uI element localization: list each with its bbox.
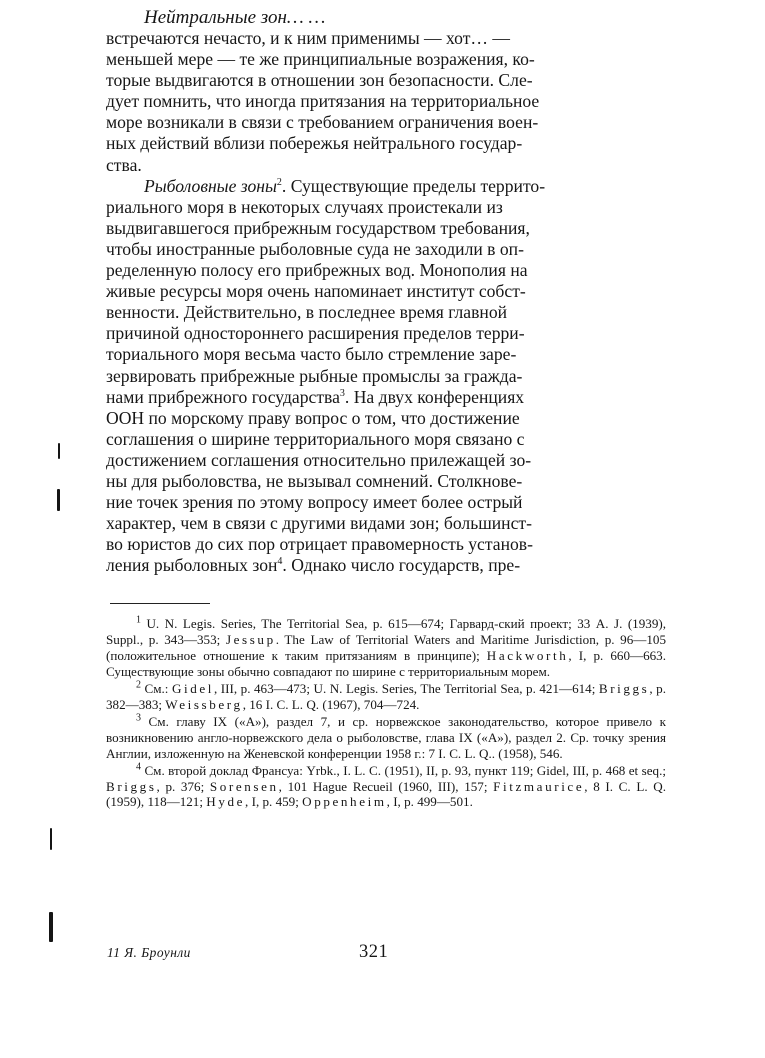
footnote-ref-2: 2 (276, 176, 282, 188)
author-name: Briggs (598, 681, 650, 697)
scan-margin-mark (58, 443, 60, 459)
author-name: Hyde (206, 794, 246, 810)
footnote-divider (110, 603, 210, 604)
text-line (106, 176, 666, 197)
footnote-3 (106, 714, 666, 762)
text-run: ления рыболовных зон (106, 555, 278, 576)
footnote-2 (106, 681, 666, 713)
text-line: ства. (106, 154, 142, 175)
footnote-text: U. N. Legis. Series, The Territorial Sea, p. 615—674; Гарвард-ский проект; 33 A. J. (1939), Suppl., p. 343—353; (106, 616, 666, 648)
text-line (106, 555, 666, 576)
paragraph-neutral-zones (106, 28, 666, 176)
text-line: море возникали в связи с требованием ограничения воен- (106, 112, 539, 133)
text-line: выдвигавшегося прибрежным государством требования, (106, 217, 530, 238)
footnote-mark: 3 (136, 712, 141, 724)
text-line: ние точек зрения по этому вопросу имеет более острый (106, 492, 523, 513)
author-name: Sorensen (209, 778, 279, 794)
text-line: во юристов до сих пор отрицает правомерность установ- (106, 534, 533, 555)
text-line: причиной одностороннего расширения пределов терри- (106, 323, 525, 344)
footnote-1 (106, 616, 666, 680)
footnote-text: , p. 376; (156, 778, 210, 794)
author-name: Fitzmaurice (493, 778, 585, 794)
page-number: 321 (359, 942, 389, 962)
author-name: Jessup (225, 632, 276, 648)
text-line: достижением соглашения относительно прилежащей зо- (106, 449, 532, 470)
text-line: ны для рыболовства, не вызывал сомнений. Столкнове- (106, 470, 523, 491)
text-line: соглашения о ширине территориального моря связано с (106, 428, 525, 449)
text-line: ООН по морскому праву вопрос о том, что достижение (106, 407, 520, 428)
text-line: торые выдвигаются в отношении зон безопасности. Сле- (106, 70, 533, 91)
author-name: Hackworth (486, 648, 569, 664)
text-line: характер, чем в связи с другими видами зон; большинст- (106, 513, 532, 534)
section-lead-fishing-zones: Рыболовные зоны (144, 175, 277, 196)
text-run: . Однако число государств, пре- (282, 555, 521, 576)
book-page (106, 8, 666, 811)
text-run: . На двух конференциях (344, 386, 525, 407)
text-line (106, 387, 666, 408)
text-line: меньшей мере — те же принципиальные возражения, ко- (106, 49, 535, 70)
text-line: риального моря в некоторых случаях проистекали из (106, 196, 503, 217)
footnote-text: , I, p. 459; (245, 794, 303, 810)
footnote-text: См.: (141, 681, 172, 697)
scan-margin-mark (50, 828, 52, 850)
paragraph-fishing-zones (106, 176, 666, 577)
text-line: чтобы иностранные рыболовные суда не заходили в оп- (106, 238, 524, 259)
author-name: Oppenheim (302, 794, 387, 810)
footnote-ref-3: 3 (339, 387, 345, 399)
footnote-text: , I, p. 660—663. Существующие зоны обычно совпадают по ширине с территориальным морем. (106, 648, 666, 680)
text-run: . Существующие пределы террито- (281, 175, 546, 196)
footnote-text: См. главу IX («А»), раздел 7, и ср. норвежское законодательство, которое привело к возникновению англо-норвежского дела о рыболовстве, глава IX («А»), раздел 2. Ср. точку зрения Англии, изложенную на Женевской конференции 1958 г.: 7 I. C. L. Q.. (1958), 546. (106, 713, 666, 761)
author-name: Briggs (106, 778, 157, 794)
scan-margin-mark (57, 489, 60, 511)
footnote-4 (106, 763, 666, 811)
running-head: Нейтральные зон… … (144, 8, 326, 28)
footnote-ref-4: 4 (277, 556, 283, 568)
text-line: дует помнить, что иногда притязания на территориальное (106, 91, 540, 112)
footnote-text: . The Law of Territorial Waters and Maritime Jurisdiction, p. 96—105 (положительное отношение к таким притязаниям в принципе); (106, 632, 666, 664)
footnote-text: , 8 I. C. L. Q. (1959), 118—121; (106, 778, 666, 810)
footnote-text: , III, p. 463—473; U. N. Legis. Series, The Territorial Sea, p. 421—614; (214, 681, 599, 697)
text-line: зервировать прибрежные рыбные промыслы за гражда- (106, 365, 523, 386)
footnote-text: , 16 I. C. L. Q. (1967), 704—724. (242, 696, 420, 712)
text-run: нами прибрежного государства (106, 386, 340, 407)
author-name: Gidel (171, 681, 215, 697)
footnote-text: , 101 Hague Recueil (1960, III), 157; (278, 778, 494, 794)
text-line: ных действий вблизи побережья нейтрального государ- (106, 133, 523, 154)
footnote-mark: 2 (136, 679, 141, 691)
footnote-text: , p. 382—383; (106, 681, 666, 712)
text-line: ториального моря весьма часто было стремление заре- (106, 344, 517, 365)
text-line: ределенную полосу его прибрежных вод. Монополия на (106, 260, 528, 281)
text-line: венности. Действительно, в последнее время главной (106, 302, 508, 323)
text-line: живые ресурсы моря очень напоминает институт собст- (106, 281, 526, 302)
footnote-mark: 1 (136, 615, 141, 627)
footnote-text: См. второй доклад Франсуа: Yrbk., I. L. C. (1951), II, p. 93, пункт 119; Gidel, III, p. 468 et seq.; (141, 762, 666, 778)
footnote-mark: 4 (136, 761, 141, 773)
footnotes (106, 616, 666, 810)
printer-signature: 11 Я. Броунли (107, 945, 191, 960)
text-line: встречаются нечасто, и к ним применимы — хот… — (106, 28, 510, 48)
scan-margin-mark (49, 912, 53, 942)
footnote-text: , I, p. 499—501. (386, 794, 473, 810)
author-name: Weissberg (165, 696, 243, 712)
page-footer (107, 942, 667, 964)
